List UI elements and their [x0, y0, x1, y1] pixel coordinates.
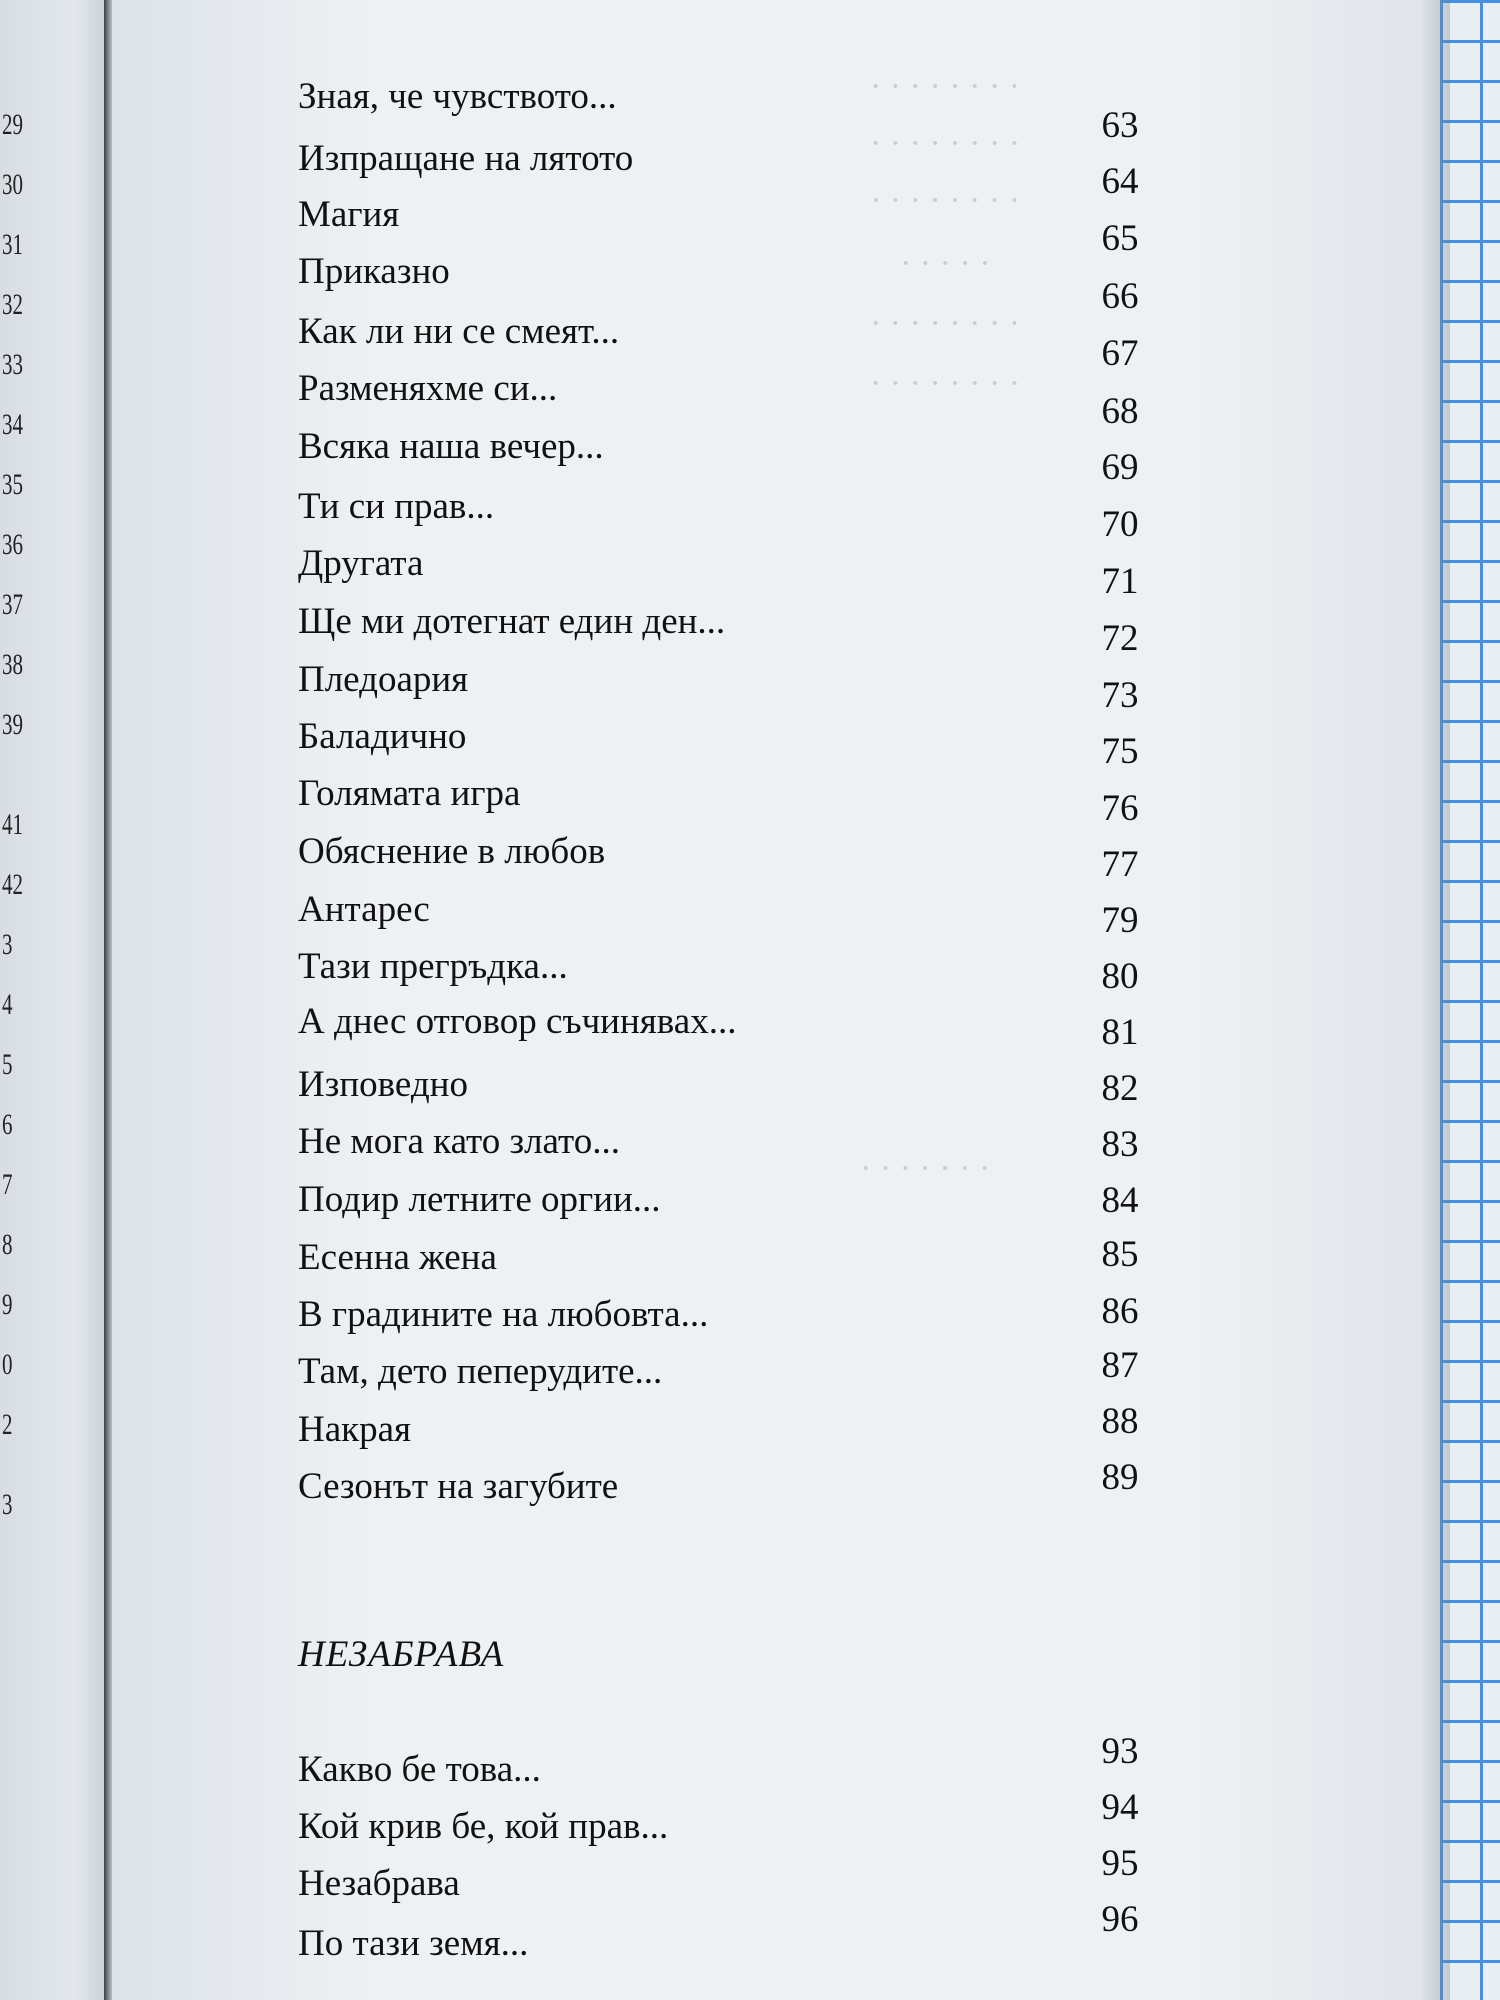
- left-page-number: 9: [2, 1288, 13, 1321]
- toc-entry-title: В градините на любовта...: [298, 1294, 709, 1335]
- toc-entry-page: 72: [1101, 618, 1139, 659]
- toc-entry-title: Всяка наша вечер...: [298, 426, 604, 467]
- toc-entry-title: Зная, че чувството...: [298, 76, 617, 117]
- left-page-number: 6: [2, 1108, 13, 1141]
- left-page-number: 34: [2, 408, 23, 441]
- toc-entry-title: Магия: [298, 194, 400, 235]
- toc-entry-page: 82: [1101, 1068, 1139, 1109]
- toc-entry-title: Накрая: [298, 1409, 412, 1450]
- toc-entry-title: Как ли ни се смеят...: [298, 311, 620, 352]
- toc-entry-title: Приказно: [298, 251, 450, 292]
- book-spine: [104, 0, 112, 2000]
- toc-entry-title: Кой крив бе, кой прав...: [298, 1806, 669, 1847]
- toc-entry-page: 66: [1101, 276, 1139, 317]
- left-page-number: 37: [2, 588, 23, 621]
- toc-entry-page: 63: [1101, 105, 1139, 146]
- toc-entry-page: 85: [1101, 1234, 1139, 1275]
- toc-entry-page: 83: [1101, 1124, 1139, 1165]
- left-page-number: 8: [2, 1228, 13, 1261]
- toc-entry-title: Есенна жена: [298, 1237, 497, 1278]
- toc-entry-page: 95: [1101, 1843, 1139, 1884]
- left-page-number: 36: [2, 528, 23, 561]
- toc-entry-title: Незабрава: [298, 1863, 460, 1904]
- left-page-number: 32: [2, 288, 23, 321]
- left-page-number: 2: [2, 1408, 13, 1441]
- toc-entry-title: По тази земя...: [298, 1923, 529, 1964]
- toc-entry-title: Разменяхме си...: [298, 368, 558, 409]
- section-heading: НЕЗАБРАВА: [298, 1634, 505, 1675]
- toc-entry-title: Пледоария: [298, 659, 469, 700]
- toc-entry-title: Изповедно: [298, 1064, 468, 1105]
- left-page-number: 5: [2, 1048, 13, 1081]
- toc-entry-title: Там, дето пеперудите...: [298, 1351, 663, 1392]
- left-page-number: 7: [2, 1168, 13, 1201]
- left-page-number: 33: [2, 348, 23, 381]
- toc-entry-title: Какво бе това...: [298, 1749, 541, 1790]
- left-page-number: 31: [2, 228, 23, 261]
- toc-entry-title: Голямата игра: [298, 773, 521, 814]
- left-page-number: 30: [2, 168, 23, 201]
- toc-entry-title: Ти си прав...: [298, 486, 495, 527]
- toc-entry-page: 88: [1101, 1401, 1139, 1442]
- toc-entry-page: 87: [1101, 1345, 1139, 1386]
- left-page-number: 0: [2, 1348, 13, 1381]
- toc-entry-title: Не мога като злато...: [298, 1121, 620, 1162]
- toc-entry-title: Баладично: [298, 716, 467, 757]
- left-page-number: 4: [2, 988, 13, 1021]
- toc-entry-page: 75: [1101, 731, 1139, 772]
- toc-entry-title: Антарес: [298, 889, 430, 930]
- toc-entry-page: 81: [1101, 1012, 1139, 1053]
- toc-entry-page: 68: [1101, 391, 1139, 432]
- left-page-number: 41: [2, 808, 23, 841]
- toc-entry-title: Подир летните оргии...: [298, 1179, 661, 1220]
- toc-entry-page: 93: [1101, 1731, 1139, 1772]
- toc-entry-title: Изпращане на лятото: [298, 138, 634, 179]
- toc-entry-page: 96: [1101, 1899, 1139, 1940]
- toc-entry-title: Обяснение в любов: [298, 831, 606, 872]
- toc-entry-page: 73: [1101, 675, 1139, 716]
- toc-entry-page: 69: [1101, 447, 1139, 488]
- toc-entry-page: 70: [1101, 504, 1139, 545]
- toc-entry-page: 86: [1101, 1291, 1139, 1332]
- left-page-number: 29: [2, 108, 23, 141]
- left-page-number: 3: [2, 928, 13, 961]
- page-edge-shadow: [1420, 0, 1450, 2000]
- toc-entry-page: 71: [1101, 561, 1139, 602]
- toc-entry-page: 64: [1101, 161, 1139, 202]
- left-page-number: 39: [2, 708, 23, 741]
- toc-entry-title: Тази прегръдка...: [298, 946, 568, 987]
- previous-page-edge: [0, 0, 108, 2000]
- left-page-number: 38: [2, 648, 23, 681]
- toc-entry-title: Сезонът на загубите: [298, 1466, 619, 1507]
- toc-entry-page: 79: [1101, 900, 1139, 941]
- toc-entry-page: 89: [1101, 1457, 1139, 1498]
- left-page-number: 35: [2, 468, 23, 501]
- toc-entry-page: 84: [1101, 1180, 1139, 1221]
- toc-entry-page: 67: [1101, 333, 1139, 374]
- toc-entry-title: Ще ми дотегнат един ден...: [298, 601, 726, 642]
- left-page-number: 42: [2, 868, 23, 901]
- toc-entry-title: Другата: [298, 543, 424, 584]
- toc-entry-page: 65: [1101, 218, 1139, 259]
- left-page-number: 3: [2, 1488, 13, 1521]
- toc-entry-page: 77: [1101, 844, 1139, 885]
- toc-entry-page: 80: [1101, 956, 1139, 997]
- toc-entry-page: 76: [1101, 788, 1139, 829]
- toc-entry-title: А днес отговор съчинявах...: [298, 1001, 737, 1042]
- toc-entry-page: 94: [1101, 1787, 1139, 1828]
